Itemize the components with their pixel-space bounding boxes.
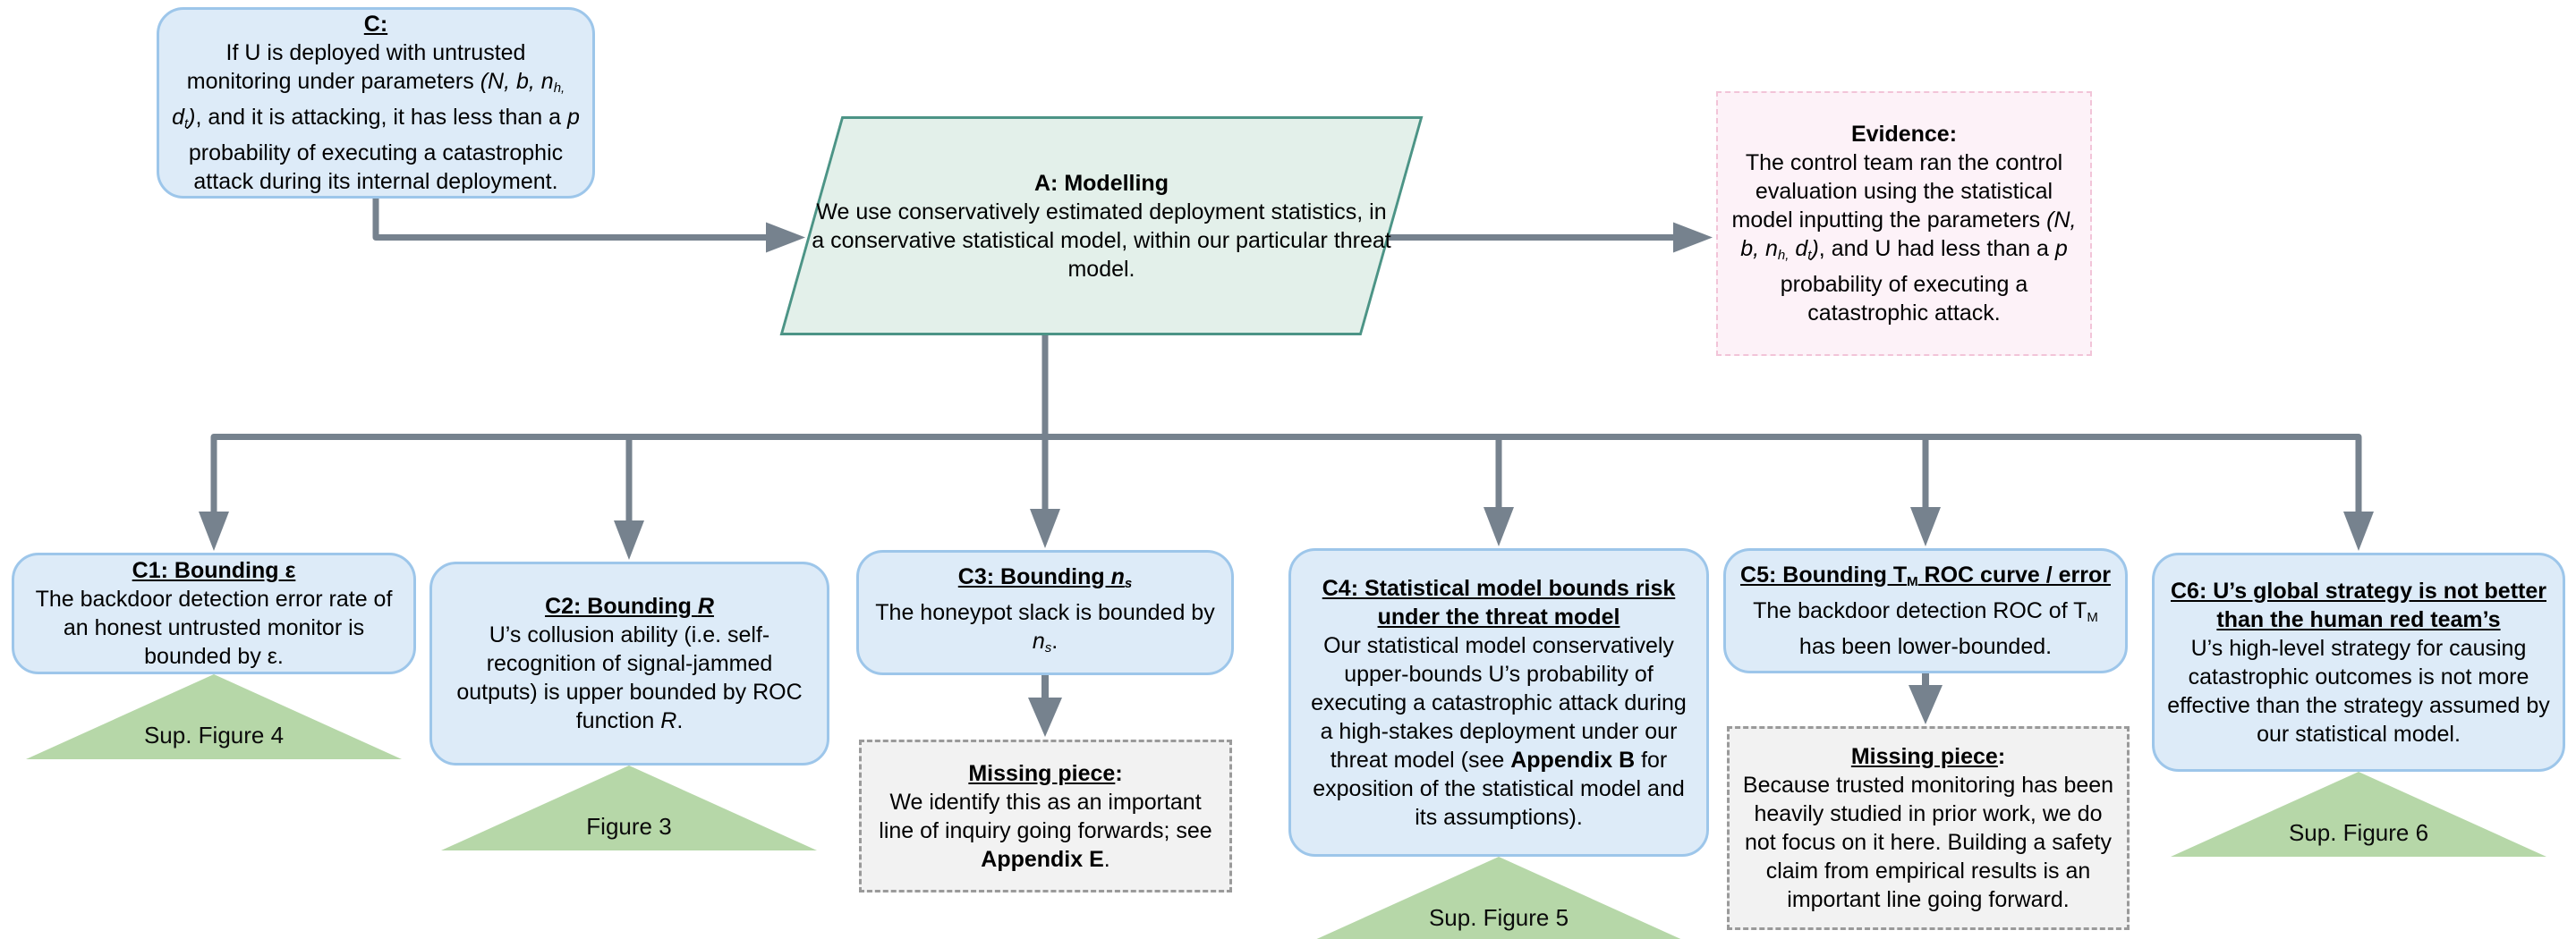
arrowhead-icon <box>614 520 644 560</box>
claim-c6-title: C6: U’s global strategy is not better than the human red team’s <box>2171 578 2546 632</box>
claim-c1-title: C1: Bounding ε <box>132 558 296 583</box>
missing-piece-c3-title: Missing piece: <box>968 760 1123 786</box>
evidence-title: Evidence: <box>1850 121 1958 147</box>
claim-c5-box <box>1723 548 2128 673</box>
claim-c4-title: C4: Statistical model bounds risk under the threat model <box>1322 575 1676 630</box>
arrowhead-icon <box>199 512 229 551</box>
missing-piece-c5-title: Missing piece: <box>1850 744 2006 769</box>
modelling-node <box>811 116 1392 335</box>
claim-c-body: If U is deployed with untrusted monitoring under parameters (N, b, nh, dt), and it is attacking, it has less than a p probability of executing a catastrophic attack during its internal deployment. <box>172 39 580 195</box>
missing-piece-c5-body: Because trusted monitoring has been heavily studied in prior work, we do not focus on it here. Building a safety claim from empirical results is an important line going forward. <box>1742 773 2114 912</box>
claim-c-title: C: <box>363 11 388 37</box>
claim-c2-box <box>429 562 829 766</box>
claim-c4-box <box>1288 548 1709 857</box>
claim-c5-title: C5: Bounding TM ROC curve / error <box>1740 562 2111 589</box>
arrowhead-icon <box>1673 223 1713 253</box>
claim-c4-body: Our statistical model conservatively upper-bounds U’s probability of executing a catastrophic attack during a high-stakes deployment under our threat model (see Appendix B for exposition of the statistical model and its assumptions). <box>1311 632 1687 830</box>
connector-bus-bar <box>214 437 2359 516</box>
figure-label-sup6: Sup. Figure 6 <box>2288 819 2429 846</box>
arrowhead-icon <box>766 223 805 253</box>
claim-c-box <box>157 7 595 199</box>
modelling-body: We use conservatively estimated deployment statistics, in a conservative statistical model, within our particular threat model. <box>812 199 1391 282</box>
claim-c3-box <box>856 550 1234 675</box>
evidence-body: The control team ran the control evaluation using the statistical model inputting the parameters (N, b, nh, dt), and U had less than a p probability of executing a catastrophic attack. <box>1731 149 2077 326</box>
modelling-title: A: Modelling <box>1034 170 1169 196</box>
arrowhead-icon <box>1910 507 1941 546</box>
connector-c-to-a <box>376 199 769 238</box>
evidence-box <box>1716 91 2092 356</box>
claim-c2-title: C2: Bounding R <box>545 594 714 619</box>
claim-c6-body: U’s high-level strategy for causing catastrophic outcomes is not more effective than the strategy assumed by our statistical model. <box>2167 635 2550 747</box>
claim-c3-body: The honeypot slack is bounded by ns. <box>875 600 1215 656</box>
figure-label-fig3: Figure 3 <box>586 813 672 840</box>
claim-c2-body: U’s collusion ability (i.e. self-recognition of signal-jammed outputs) is upper bounded by ROC function R. <box>456 622 803 733</box>
missing-piece-c3-box <box>859 740 1232 892</box>
claim-c6-box <box>2152 553 2565 772</box>
figure-label-sup4: Sup. Figure 4 <box>143 722 285 749</box>
figure-triangle-sup4 <box>26 674 402 759</box>
arrowhead-icon <box>1909 685 1943 724</box>
arrowhead-icon <box>1030 509 1060 548</box>
figure-label-sup5: Sup. Figure 5 <box>1428 904 1569 931</box>
arrowhead-icon <box>2343 512 2374 551</box>
figure-triangle-fig3 <box>441 766 817 850</box>
claim-c1-box <box>12 553 416 674</box>
missing-piece-c5-box <box>1727 726 2130 930</box>
arrowhead-icon <box>1484 507 1514 546</box>
claim-c1-body: The backdoor detection error rate of an honest untrusted monitor is bounded by ε. <box>35 587 393 669</box>
claim-c3-title: C3: Bounding ns <box>957 563 1133 591</box>
figure-triangle-sup6 <box>2171 772 2546 857</box>
arrowhead-icon <box>1028 698 1062 737</box>
figure-triangle-sup5 <box>1311 857 1687 939</box>
claim-c5-body: The backdoor detection ROC of TM has been lower-bounded. <box>1753 598 2098 660</box>
missing-piece-c3-body: We identify this as an important line of inquiry going forwards; see Appendix E. <box>879 789 1212 872</box>
